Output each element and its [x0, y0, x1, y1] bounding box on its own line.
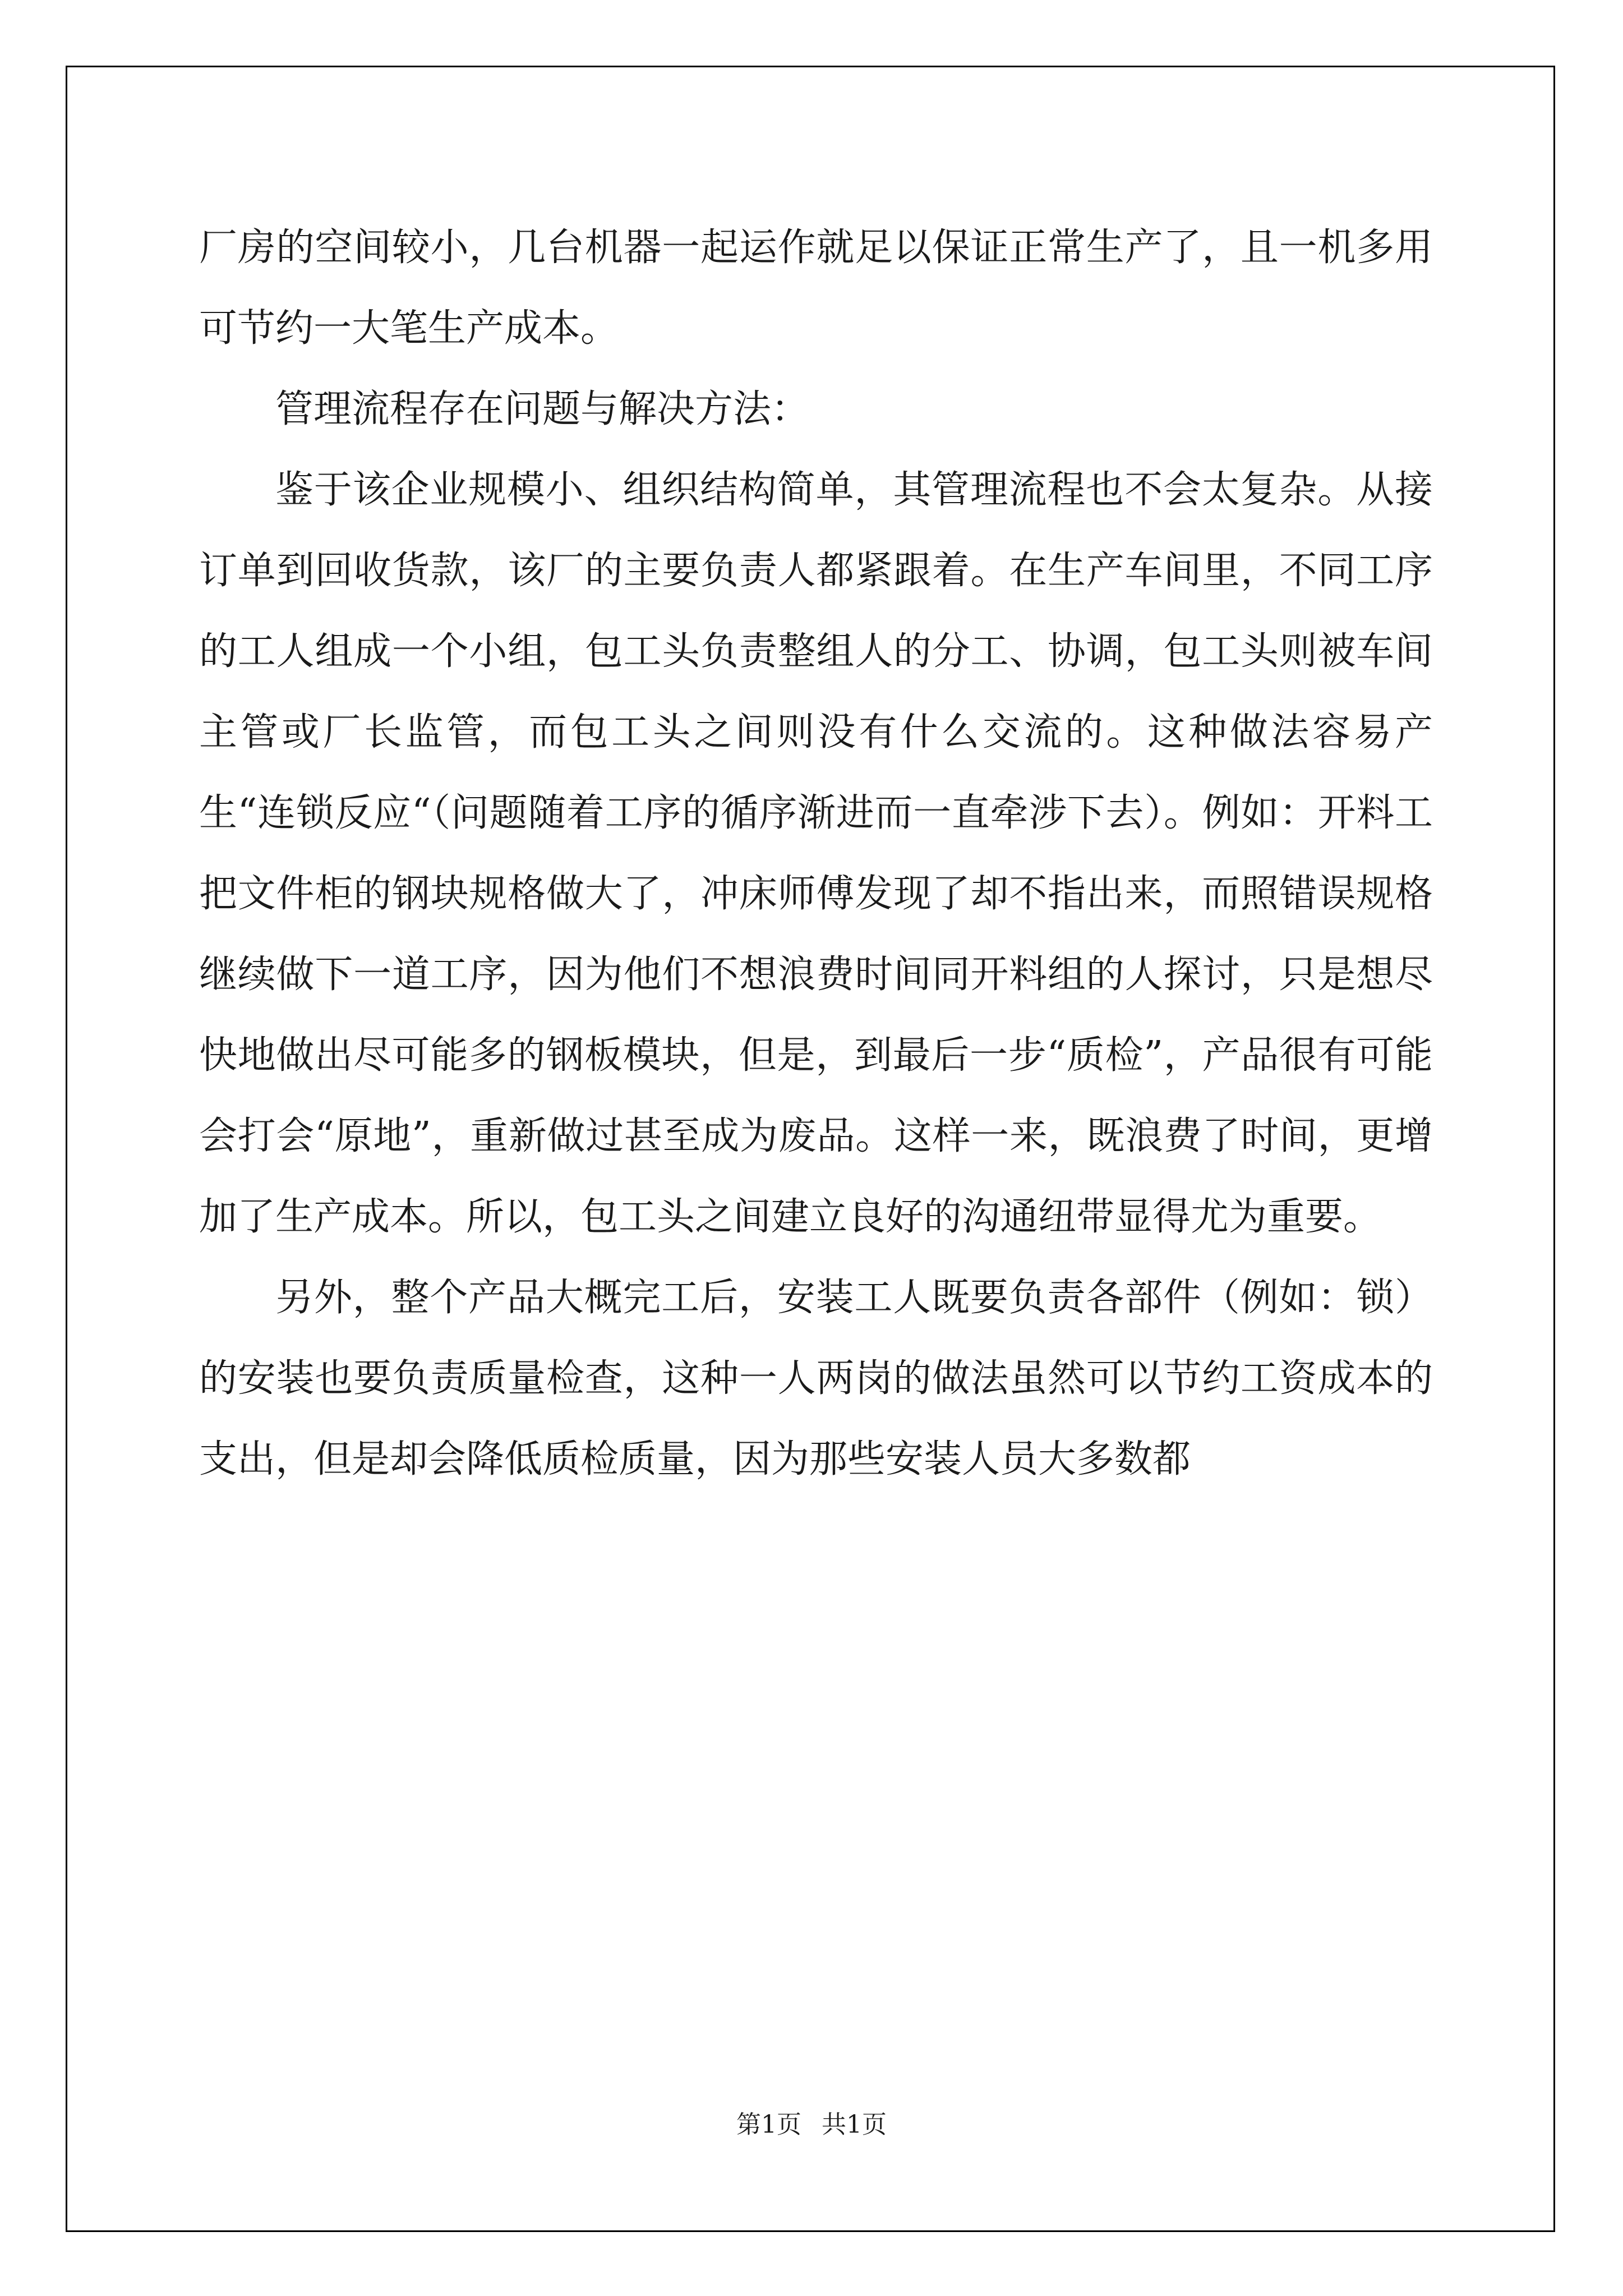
paragraph-1: 厂房的空间较小，几台机器一起运作就足以保证正常生产了，且一机多用可节约一大笔生产成本。 — [199, 226, 1433, 351]
page-number: 第1页 — [736, 2110, 801, 2139]
document-body — [199, 208, 1433, 1500]
paragraph-3: 鉴于该企业规模小、组织结构简单，其管理流程也不会太复杂。从接订单到回收货款，该厂的主要负责人都紧跟着。在生产车间里，不同工序的工人组成一个小组，包工头负责整组人的分工、协调，包工头则被车间主管或厂长监管，而包工头之间则没有什么交流的。这种做法容易产生“连锁反应“（问题随着工序的循序渐进而一直牵涉下去）。例如：开料工把文件柜的钢块规格做大了，冲床师傅发现了却不指出来，而照错误规格继续做下一道工序，因为他们不想浪费时间同开料组的人探讨，只是想尽快地做出尽可能多的钢板模块，但是，到最后一步“质检”，产品很有可能会打会“原地”，重新做过甚至成为废品。这样一来，既浪费了时间，更增加了生产成本。所以，包工头之间建立良好的沟通纽带显得尤为重要。 — [199, 468, 1433, 1239]
page-footer — [0, 2108, 1623, 2142]
total-pages: 共1页 — [822, 2110, 887, 2139]
paragraph-4: 另外，整个产品大概完工后，安装工人既要负责各部件（例如：锁）的安装也要负责质量检查，这种一人两岗的做法虽然可以节约工资成本的支出，但是却会降低质检质量，因为那些安装人员大多数都 — [199, 1276, 1433, 1481]
paragraph-2: 管理流程存在问题与解决方法： — [275, 387, 810, 431]
